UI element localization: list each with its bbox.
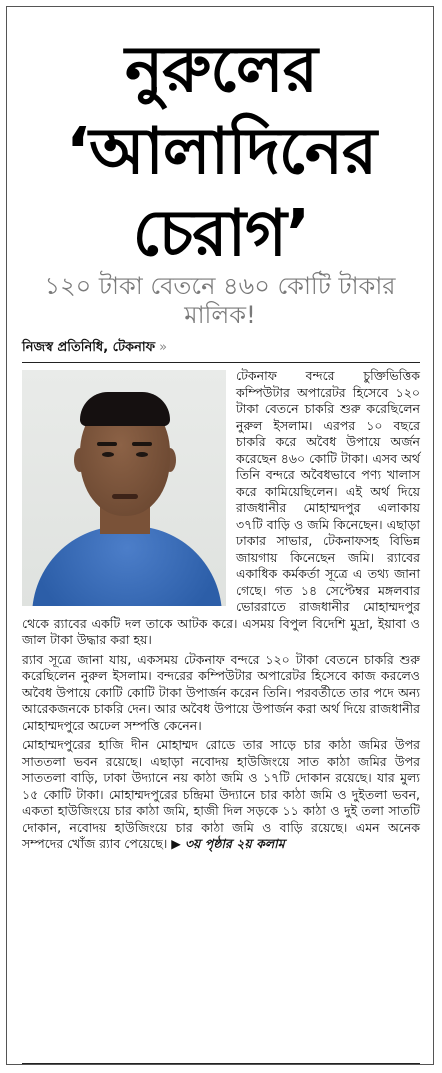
dateline <box>22 338 167 359</box>
play-arrow-icon: ▶ <box>171 836 181 851</box>
article-paragraph-3-text: মোহাম্মদপুরের হাজি দীন মোহাম্মদ রোডে তার সাড়ে চার কাঠা জমির উপর সাততলা ভবন রয়েছে। এছাড়া নবোদয় হাউজিংয়ে সাত কাঠা জমির উপর সাততলা বাড়ি, ঢাকা উদ্যানে নয় কাঠা জমি ও ১৭টি দোকান রয়েছে। যার মুল্য ১৫ কোটি টাকা। মোহাম্মদপুরের চন্দ্রিমা উদ্যানে চার কাঠা জমি ও দুইতলা ভবন, একতা হাউজিংয়ে চার কাঠা জমি, হাজী দিল সড়কে ১১ কাঠা ও দুই তলা সাতটি দোকান, নবোদয় হাউজিংয়ে চার কাঠা জমি ও বাড়ি রয়েছে। এমন অনেক সম্পদের খোঁজ র‍্যাব পেয়েছে। <box>22 737 420 851</box>
continued-link[interactable] <box>171 836 284 851</box>
article-body <box>22 368 420 856</box>
dateline-arrows: » <box>159 340 168 355</box>
photo-mouth <box>112 494 138 499</box>
photo-brow-right <box>132 442 152 446</box>
article-paragraph-3 <box>22 737 420 853</box>
top-rule <box>22 362 420 363</box>
article-paragraph-2: র‍্যাব সূত্রে জানা যায়, একসময় টেকনাফ বন্দরে ১২০ টাকা বেতনে চাকরি শুরু করেছিলেন নুরুল ইসলাম। বন্দরের কম্পিউটার অপারেটর হিসেবে কাজ করলেও অবৈধ উপায়ে কোটি কোটি টাকা উপার্জন করেন তিনি। পরবর্তীতে তার পদে অন্য আরেকজনকে চাকরি দেন। আর অবৈধ উপায়ে উপার্জন করা অর্থ দিয়ে রাজধানীর মোহাম্মদপুরে অঢেল সম্পত্তি কেনেন। <box>22 651 420 733</box>
photo-eye-left <box>102 452 114 457</box>
headline-line-1: নুরুলের <box>125 33 317 107</box>
bottom-rule <box>22 1063 420 1064</box>
photo-hair <box>80 392 170 426</box>
dateline-text: নিজস্ব প্রতিনিধি, টেকনাফ <box>22 340 156 355</box>
photo-eye-right <box>136 452 148 457</box>
photo-brow-left <box>97 442 117 446</box>
continued-label: ৩য় পৃষ্ঠার ২য় কলাম <box>184 836 285 851</box>
article-paragraph-1: টেকনাফ বন্দরে চুক্তিভিত্তিক কম্পিউটার অপারেটর হিসেবে ১২০ টাকা বেতনে চাকরি শুরু করেছিলেন নুরুল ইসলাম। এরপর ১০ বছরে চাকরি করে অবৈধ উপায়ে অর্জন করেছেন ৪৬০ কোটি টাকা। এসব অর্থ তিনি বন্দরে অবৈধভাবে পণ্য খালাস করে কামিয়েছিলেন। এই অর্থ দিয়ে রাজধানীর মোহাম্মদপুর এলাকায় ৩৭টি বাড়ি ও জমি কিনেছেন। এছাড়া ঢাকার সাভার, টেকনাফসহ বিভিন্ন জায়গায় কিনেছেন জমি। র‍্যাবের একাধিক কর্মকর্তা সূত্রে এ তথ্য জানা গেছে। গত ১৪ সেপ্টেম্বর মঙ্গলবার ভোররাতে রাজধানীর মোহাম্মদপুর থেকে র‍্যাবের একটি দল তাকে আটক করে। এসময় বিপুল বিদেশি মুদ্রা, ইয়াবা ও জাল টাকা উদ্ধার করা হয়। <box>22 368 420 647</box>
photo-shirt <box>32 526 222 606</box>
subheadline: ১২০ টাকা বেতনে ৪৬০ কোটি টাকার মালিক! <box>44 272 396 329</box>
headline-line-2: ‘আলাদিনের <box>65 115 377 189</box>
headline-line-3: চেরাগ’ <box>132 197 310 271</box>
portrait-photo <box>22 370 226 606</box>
